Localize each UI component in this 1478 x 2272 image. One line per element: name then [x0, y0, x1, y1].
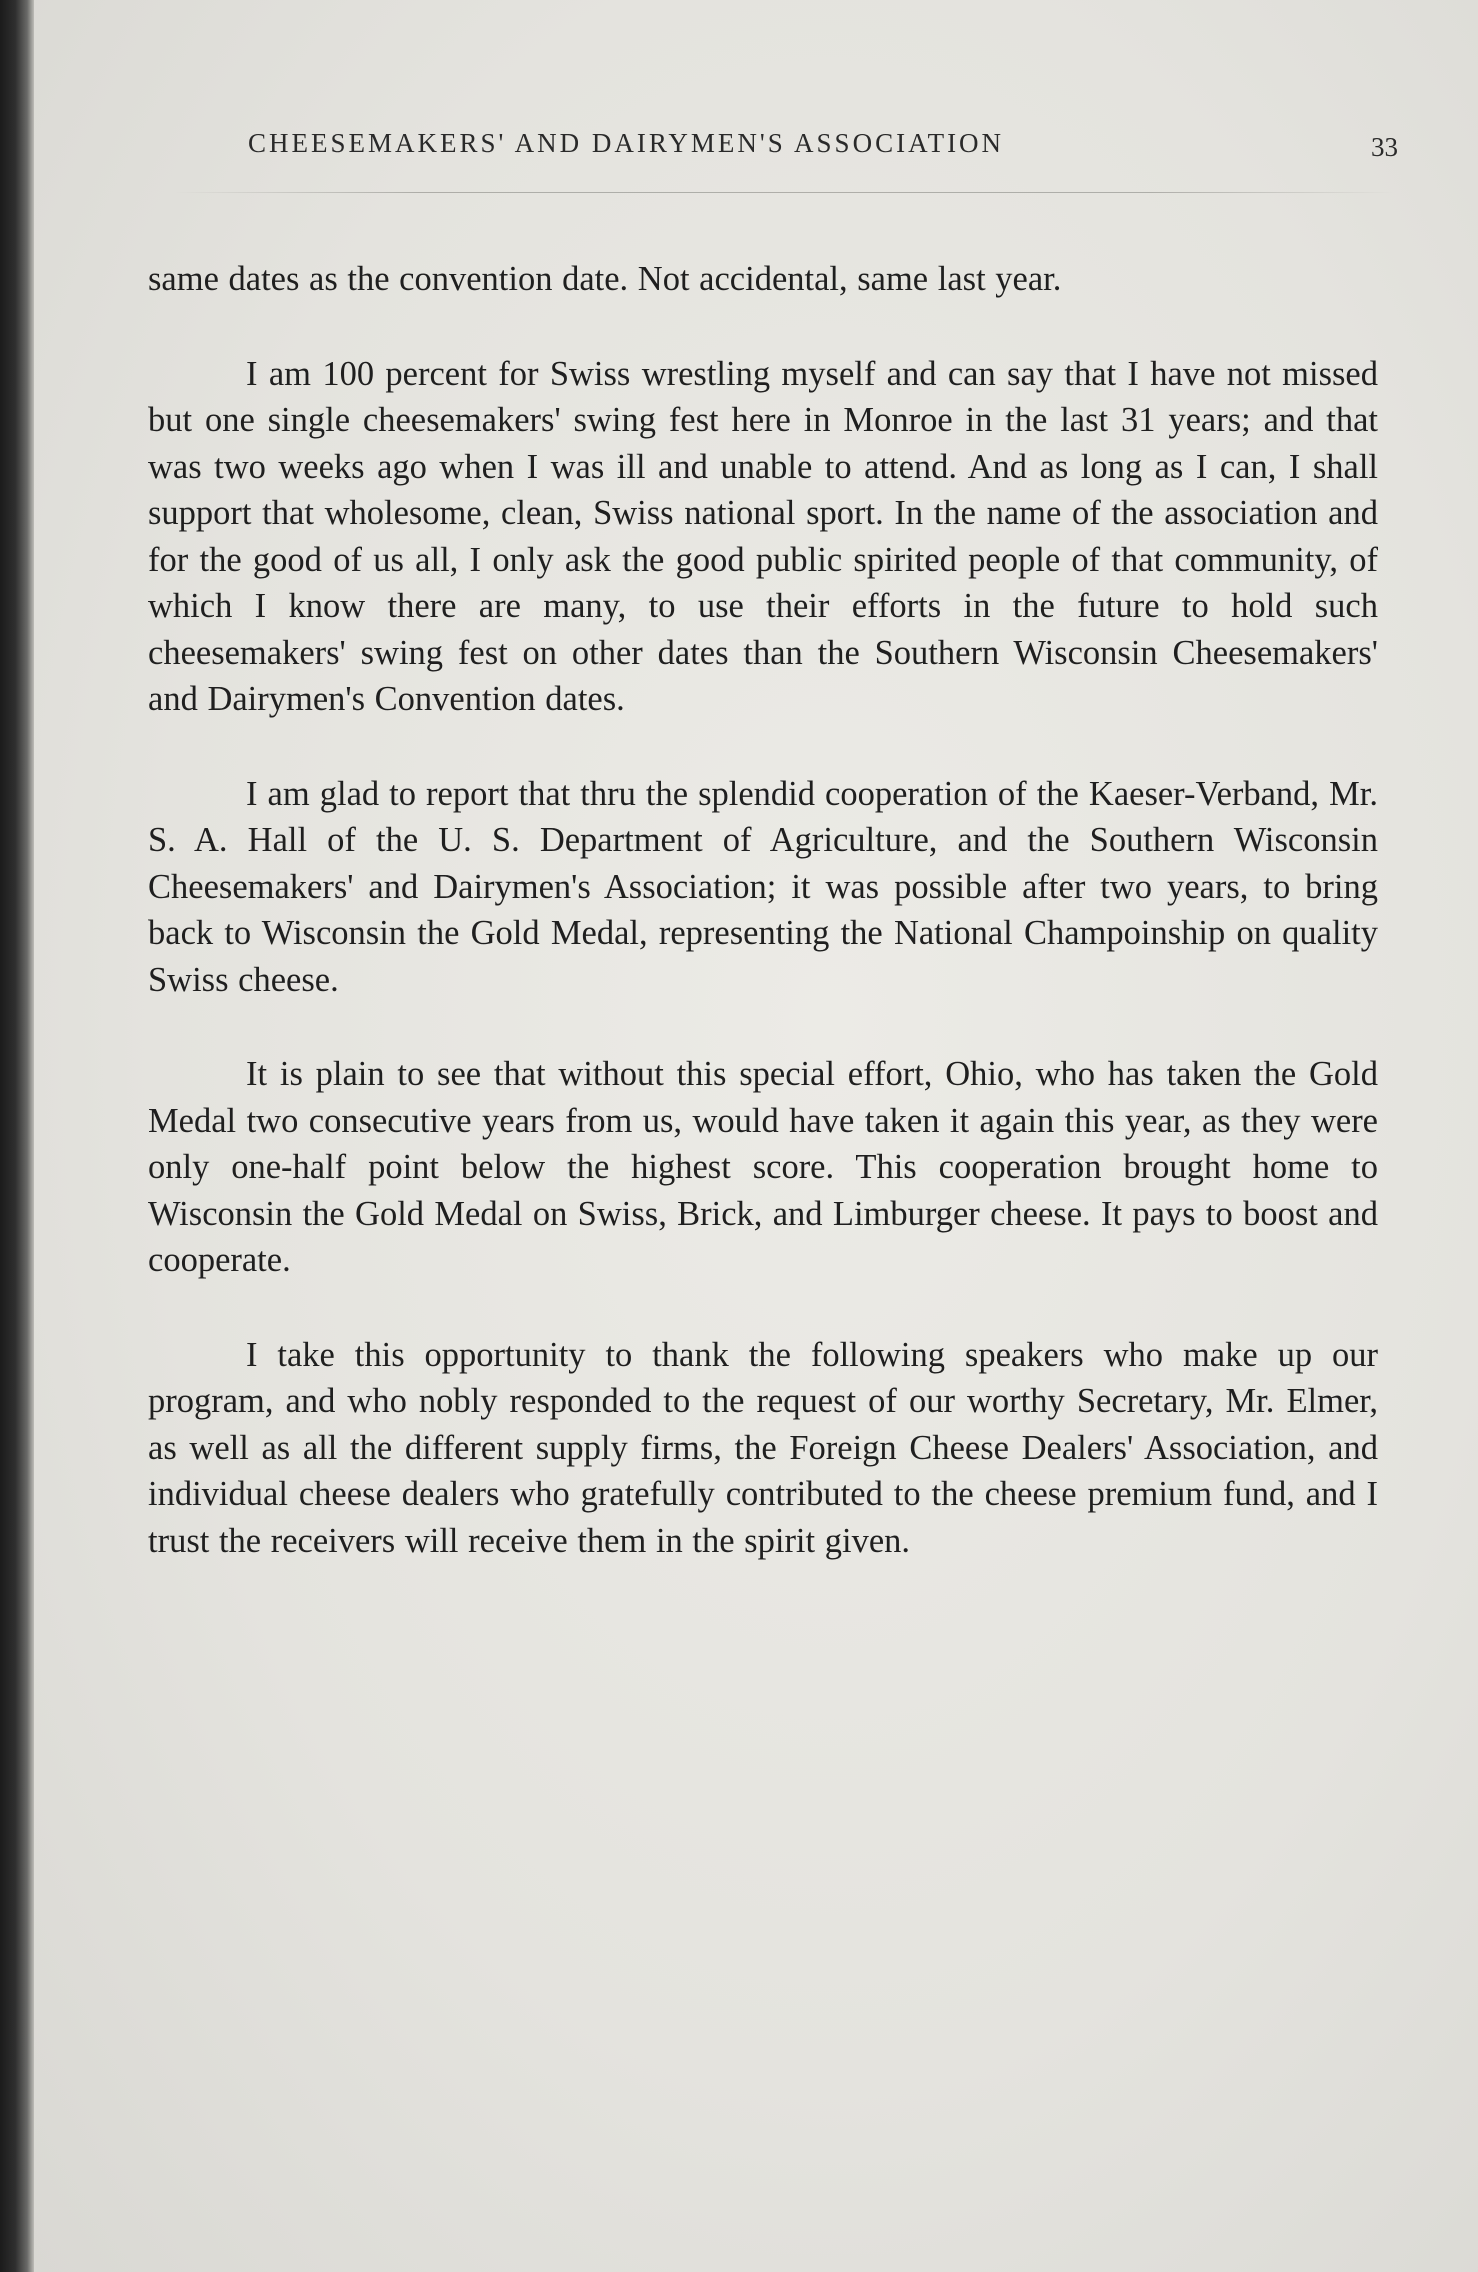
- paragraph-thanks: I take this opportunity to thank the following speakers who make up our program, and who nobly responded to the request of our worthy Secretary, Mr. Elmer, as well as all the different supply firms, the Foreign Cheese Dealers' Association, and individual cheese dealers who gratefully contributed to the cheese premium fund, and I trust the receivers will receive them in the spirit given.: [148, 1335, 1378, 1560]
- paragraph-gold-medal-report: I am glad to report that thru the splendid cooperation of the Kaeser-Verband, Mr. S. A. Hall of the U. S. Department of Agriculture, and the Southern Wisconsin Cheesemakers' and Dairymen's Association; it was possible after two years, to bring back to Wisconsin the Gold Medal, representing the National Champoinship on quality Swiss cheese.: [148, 774, 1378, 999]
- running-title: CHEESEMAKERS' AND DAIRYMEN'S ASSOCIATION: [248, 128, 1005, 158]
- paragraph-swiss-wrestling: I am 100 percent for Swiss wrestling myself and can say that I have not missed but one single cheesemakers' swing fest here in Monroe in the last 31 years; and that was two weeks ago when I was ill and unable to attend. And as long as I can, I shall support that wholesome, clean, Swiss national sport. In the name of the association and for the good of us all, I only ask the good public spirited people of that community, of which I know there are many, to use their efforts in the future to hold such cheesemakers' swing fest on other dates than the Southern Wisconsin Cheesemakers' and Dairymen's Convention dates.: [148, 354, 1378, 718]
- page-number: 33: [1371, 132, 1398, 162]
- book-page: [34, 0, 1478, 2272]
- header-divider: [174, 192, 1394, 193]
- book-binding-edge: [0, 0, 34, 2272]
- paragraph-continuation: same dates as the convention date. Not accidental, same last year.: [148, 260, 1062, 298]
- paragraph-ohio-comparison: It is plain to see that without this special effort, Ohio, who has taken the Gold Medal two consecutive years from us, would have taken it again this year, as they were only one-half point below the highest score. This cooperation brought home to Wisconsin the Gold Medal on Swiss, Brick, and Limburger cheese. It pays to boost and cooperate.: [148, 1055, 1378, 1279]
- running-head: [248, 128, 1398, 172]
- body-text: [148, 256, 1378, 1612]
